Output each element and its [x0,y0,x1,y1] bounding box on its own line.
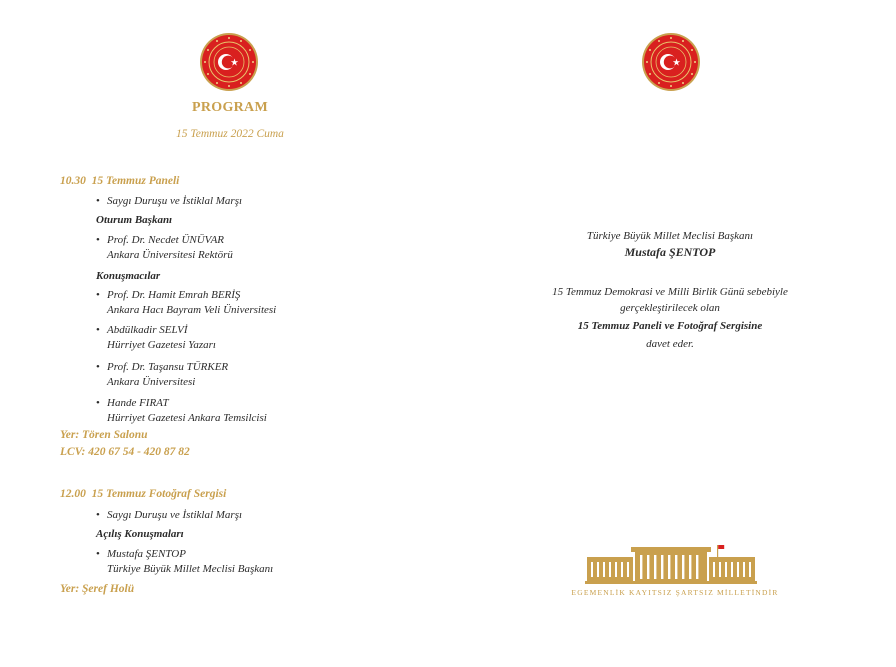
list-item: • Prof. Dr. Taşansu TÜRKER Ankara Üniversitesi [96,361,229,388]
session2-name: 15 Temmuz Fotoğraf Sergisi [91,488,227,500]
session2-time: 12.00 [60,488,86,500]
program-date: 15 Temmuz 2022 Cuma [176,128,284,140]
motto: EGEMENLİK KAYITSIZ ŞARTSIZ MİLLETİNDİR [571,588,779,597]
invitation-line2: gerçekleştirilecek olan [620,302,720,314]
speaker-name: Hande FIRAT [107,397,169,409]
session1-name: 15 Temmuz Paneli [91,175,180,187]
list-item: • Saygı Duruşu ve İstiklal Marşı [96,195,243,207]
tbmm-emblem-right [641,32,701,92]
tbmm-emblem-left [199,32,259,92]
list-item: • Prof. Dr. Necdet ÜNÜVAR Ankara Üniversitesi Rektörü [96,234,233,261]
list-item: • Hande FIRAT Hürriyet Gazetesi Ankara Temsilcisi [96,397,267,424]
session1-item1: Saygı Duruşu ve İstiklal Marşı [107,195,243,207]
list-item: • Prof. Dr. Hamit Emrah BERİŞ Ankara Hacı Bayram Veli Üniversitesi [96,289,277,316]
list-item: • Mustafa ŞENTOP Türkiye Büyük Millet Meclisi Başkanı [96,548,274,575]
invitation-line3: davet eder. [646,338,694,350]
chair-name: Prof. Dr. Necdet ÜNÜVAR [107,234,225,246]
speaker-name: Abdülkadir SELVİ [107,324,188,336]
session1-heading-chair: Oturum Başkanı [96,214,173,226]
speaker-name: Prof. Dr. Taşansu TÜRKER [107,361,229,373]
program-title: PROGRAM [192,100,268,115]
session1-header [60,175,179,187]
host-title: Türkiye Büyük Millet Meclisi Başkanı [586,230,754,242]
session1-time: 10.30 [60,175,86,187]
session1-lcv: LCV: 420 67 54 - 420 87 82 [60,446,190,458]
session2-venue: Yer: Şeref Holü [60,583,135,595]
speaker-title: Hürriyet Gazetesi Ankara Temsilcisi [107,412,267,424]
session2-heading-opening: Açılış Konuşmaları [96,528,184,540]
host-name: Mustafa ŞENTOP [624,245,716,259]
list-item: • Saygı Duruşu ve İstiklal Marşı [96,509,243,521]
invitation-event: 15 Temmuz Paneli ve Fotoğraf Sergisine [577,320,763,332]
chair-title: Ankara Üniversitesi Rektörü [107,249,233,261]
speaker-name: Prof. Dr. Hamit Emrah BERİŞ [107,289,241,301]
session2-speaker-name: Mustafa ŞENTOP [107,548,186,560]
session1-heading-speakers: Konuşmacılar [96,270,161,282]
speaker-title: Ankara Üniversitesi [107,376,196,388]
parliament-building-icon [585,543,757,587]
session2-item1: Saygı Duruşu ve İstiklal Marşı [107,509,243,521]
session2-speaker-title: Türkiye Büyük Millet Meclisi Başkanı [107,563,274,575]
session1-venue: Yer: Tören Salonu [60,429,148,441]
list-item: • Abdülkadir SELVİ Hürriyet Gazetesi Yazarı [96,324,216,351]
invitation-body [500,284,840,352]
speaker-title: Hürriyet Gazetesi Yazarı [107,339,216,351]
invitation-line1: 15 Temmuz Demokrasi ve Milli Birlik Günü sebebiyle [552,286,788,298]
speaker-title: Ankara Hacı Bayram Veli Üniversitesi [107,304,277,316]
invitation-text [500,228,840,260]
session2-header [60,488,226,500]
